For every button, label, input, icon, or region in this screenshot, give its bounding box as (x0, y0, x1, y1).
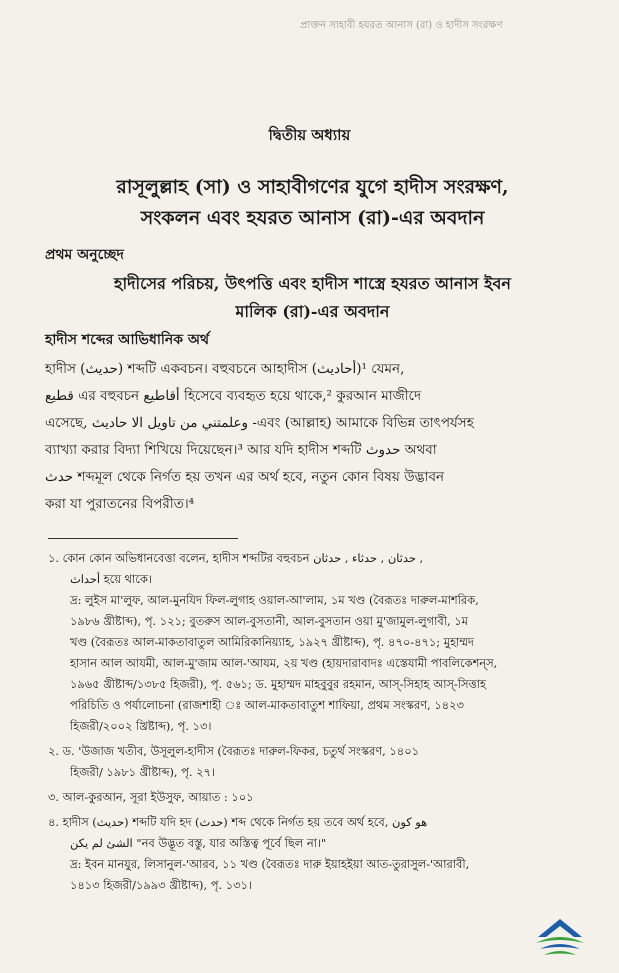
footnote-line: ২. ড. 'উজাজ খতীব, উসূলুল-হাদীস (বৈরূতঃ দারুল-ফিকর, চতুর্থ সংস্করণ, ১৪০১ (48, 744, 419, 758)
chapter-title-line-1: রাসূলুল্লাহ (সা) ও সাহাবীগণের যুগে হাদীস সংরক্ষণ, (116, 176, 509, 198)
section-label: প্রথম অনুচ্ছেদ (45, 247, 124, 263)
chapter-label: দ্বিতীয় অধ্যায় (268, 126, 351, 144)
logo-roof-shape (538, 919, 582, 937)
chapter-title (40, 172, 585, 234)
footnote-line: হিজরী/ ১৯৮১ খ্রীষ্টাব্দ), পৃ. ২৭। (70, 765, 216, 779)
footnote-line: الشئ لم يكن "নব উদ্ভূত বস্তু, যার অস্তিত্ব পূর্বে ছিল না।" (70, 836, 327, 850)
subheading: হাদীস শব্দের আভিধানিক অর্থ (45, 332, 210, 348)
footnote-line: হিজরী/২০০২ খ্রিষ্টাব্দ), পৃ. ১৩। (70, 719, 212, 733)
footnote-line: أحداث হয়ে থাকে। (70, 572, 152, 586)
footnote-line: হাসান আল আযমী, আল-মু'জাম আল-'আযম, ২য় খণ্ড (হায়দারাবাদঃ এস্তেযামী পাবলিকেশন্‌স, (70, 656, 498, 670)
logo-wave-shape (544, 951, 576, 955)
footnote-line: পরিচিতি ও পর্যালোচনা (রাজশাহী ঃ আল-মাকতাবাতুশ শাফিয়া, প্রথম সংস্করণ, ১৪২৩ (70, 698, 464, 712)
body-line: হাদীস (حديث) শব্দটি একবচন। বহুবচনে আহাদীস (أحاديث)¹ যেমন, (45, 361, 405, 377)
body-line: এসেছে, وعلمتني من تاويل الا حاديث -এবং (আল্লাহ) আমাকে বিভিন্ন তাৎপর্যসহ (45, 415, 474, 431)
body-line: حدث শব্দমূল থেকে নির্গত হয় তখন এর অর্থ হবে, নতুন কোন বিষয় উদ্ভাবন (45, 469, 445, 485)
footnote-line: খণ্ড (বৈরূতঃ আল-মাকতাবাতুল আমিরিকানিয়্যাহ, ১৯২৭ খ্রীষ্টাব্দ), পৃ. ৪৭০-৪৭১; মুহাম্মদ (70, 635, 474, 649)
footnote-line: ৩. আল-কুরআন, সূরা ইউসুফ, আয়াত : ১০১ (48, 790, 254, 804)
footnote-line: ১৯৮৬ খ্রীষ্টাব্দ), পৃ. ১২১; বুতরুস আল-বুসতানী, আল-বুসতান ওয়া মু'জামুল-লুগাবী, ১ম (70, 614, 468, 628)
chapter-title-line-2: সংকলন এবং হযরত আনাস (রা)-এর অবদান (140, 207, 485, 229)
footnote-1 (48, 548, 583, 737)
section-title-line-2: মালিক (রা)-এর অবদান (235, 302, 390, 321)
running-header: প্রাক্তন সাহাবী হযরত আনাস (রা) ও হাদীস সংরক্ষণ (300, 20, 503, 31)
footnote-line: ১৯৬৫ খ্রীষ্টাব্দ/১৩৮৫ হিজরী), পৃ. ৫৬১; ড. মুহাম্মদ মাহবুবুর রহমান, আস্‌-সিহাহ আস্‌-সিত্তাহ (70, 677, 486, 691)
footnote-divider (48, 538, 238, 539)
footnote-2 (48, 741, 583, 783)
body-paragraph (45, 356, 583, 518)
footnote-line: ১৪১৩ হিজরী/১৯৯৩ খ্রীষ্টাব্দ), পৃ. ১৩১। (70, 878, 252, 892)
footnote-line: ১. কোন কোন অভিধানবেত্তা বলেন, হাদীস শব্দটির বহুবচন حدثان , حدثاء , حدثان , (48, 551, 424, 565)
body-line: করা যা পুরাতনের বিপরীত।⁴ (45, 496, 195, 512)
body-line: ব্যাখ্যা করার বিদ্যা শিখিয়ে দিয়েছেন।³ আর যদি হাদীস শব্দটি حدوث অথবা (45, 442, 437, 458)
footnote-line: দ্র: লুইস মা'লুফ, আল-মুনযিদ ফিল-লুগাহ ওয়াল-আ'লাম, ১ম খণ্ড (বৈরূতঃ দারুল-মাশরিক, (70, 593, 479, 607)
section-title (40, 270, 585, 326)
footnotes (48, 548, 583, 900)
logo-wave-shape (540, 944, 580, 949)
body-line: قطيع এর বহুবচন أقاطيع হিসেবে ব্যবহৃত হয়ে থাকে,² কুরআন মাজীদে (45, 388, 422, 404)
logo-wave-shape (536, 937, 584, 943)
footnote-line: ৪. হাদীস (حديث) শব্দটি যদি হদ (حدث) শব্দ থেকে নির্গত হয় তবে অর্থ হবে, هو كون (48, 815, 428, 829)
section-title-line-1: হাদীসের পরিচয়, উৎপত্তি এবং হাদীস শাস্ত্রে হযরত আনাস ইবন (114, 274, 511, 293)
footnote-4 (48, 812, 583, 896)
footnote-line: দ্র: ইবন মানযুর, লিসানুল-'আরব, ১১ খণ্ড (বৈরূতঃ দারু ইয়াহইয়া আত-তুরাসুল-'আরাবী, (70, 857, 470, 871)
footnote-3 (48, 787, 583, 808)
publisher-logo-icon (530, 915, 590, 959)
